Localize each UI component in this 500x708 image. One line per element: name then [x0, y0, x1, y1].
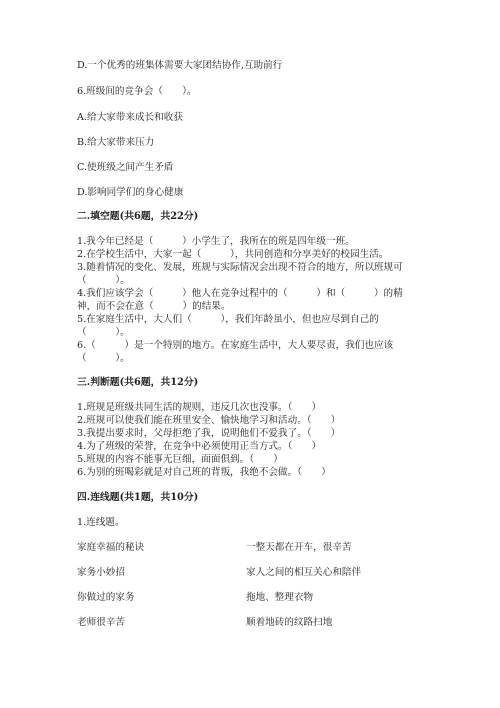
match-question: 1.连线题。	[77, 517, 125, 528]
match-right-item: 顺着地砖的纹路扫地	[246, 617, 333, 628]
section-fill-title: 二.填空题(共6题，共22分)	[77, 211, 199, 222]
fill-item: （ ）。	[77, 353, 130, 364]
fill-item: 6.（ ）是一个特别的地方。在家庭生活中，大人要尽责，我们也应该	[77, 340, 394, 351]
match-left-item: 老师很辛苦	[77, 617, 125, 628]
fill-item: 2.在学校生活中，大家一起（ ），共同创造和分享美好的校园生活。	[77, 249, 389, 260]
match-right-item: 一整天都在开车，很辛苦	[246, 542, 352, 553]
q6-option-b: B.给大家带来压力	[77, 137, 155, 148]
fill-item: 1.我今年已经是（ ）小学生了，我所在的班是四年级一班。	[77, 236, 355, 247]
judge-item: 2.班规可以使我们能在班里安全、愉快地学习和活动。（ ）	[77, 415, 341, 426]
match-left-item: 家务小妙招	[77, 567, 125, 578]
fill-item: 3.随着情况的变化、发展，班规与实际情况会出现不符合的地方，所以班规可	[77, 262, 403, 273]
q6-option-a: A.给大家带来成长和收获	[77, 112, 183, 123]
match-right-item: 拖地、整理衣物	[246, 592, 314, 603]
fill-item: （ ）。	[77, 275, 130, 286]
match-left-item: 你做过的家务	[77, 592, 135, 603]
option-d-prev: D.一个优秀的班集体需要大家团结协作,互助前行	[77, 60, 283, 71]
fill-item: 5.在家庭生活中，大人们（ ），我们年龄虽小，但也应尽到自己的	[77, 314, 379, 325]
q6-option-d: D.影响同学们的身心健康	[77, 187, 184, 198]
judge-item: 3.我提出要求时，父母拒绝了我，说明他们不爱我了。（ ）	[77, 428, 341, 439]
fill-item: 神，而不会在意（ ）的结果。	[77, 301, 231, 312]
fill-item: 4.我们应该学会（ ）他人在竞争过程中的（ ）和（ ）的精	[77, 288, 403, 299]
fill-item: （ ）。	[77, 327, 130, 338]
q6-stem: 6.班级间的竞争会（ ）。	[77, 86, 197, 97]
q6-option-c: C.使班级之间产生矛盾	[77, 162, 174, 173]
judge-item: 4.为了班级的荣誉，在竞争中必须使用正当方式。（ ）	[77, 441, 322, 452]
section-match-title: 四.连线题(共1题，共10分)	[77, 492, 199, 503]
match-right-item: 家人之间的相互关心和陪伴	[246, 567, 362, 578]
judge-item: 1.班规是班级共同生活的规则，违反几次也没事。（ ）	[77, 402, 322, 413]
section-judge-title: 三.判断题(共6题，共12分)	[77, 377, 199, 388]
judge-item: 5.班规的内容不能事无巨细，面面俱到。（ ）	[77, 454, 283, 465]
judge-item: 6.为别的班喝彩就是对自己班的背叛，我绝不会做。（ ）	[77, 467, 331, 478]
match-left-item: 家庭幸福的秘诀	[77, 542, 145, 553]
